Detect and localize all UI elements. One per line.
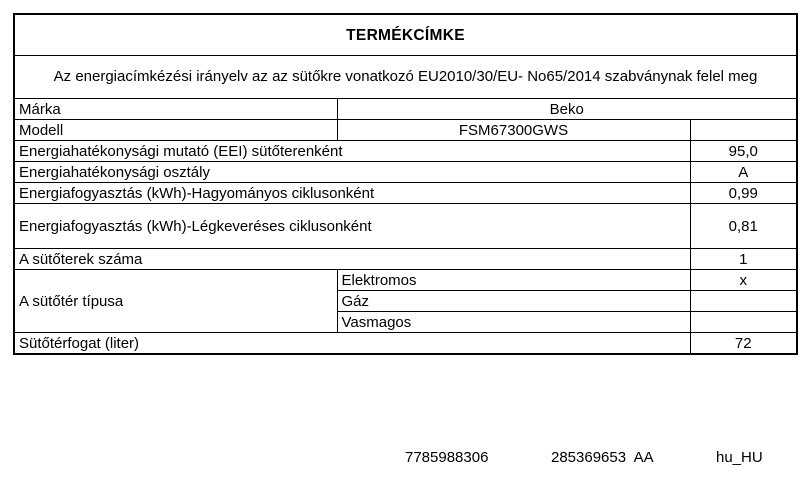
model-value: FSM67300GWS <box>337 120 690 141</box>
product-label-table <box>13 13 798 355</box>
cavity-type-mark: x <box>690 270 797 291</box>
model-label: Modell <box>14 120 337 141</box>
cavity-type-mark <box>690 312 797 333</box>
row-eei <box>14 141 797 162</box>
footer-document-code: 7785988306 <box>405 449 489 466</box>
footer-locale: hu_HU <box>716 449 763 466</box>
row-energy-class <box>14 162 797 183</box>
cavity-type-label: A sütőtér típusa <box>14 270 337 333</box>
energy-class-value: A <box>690 162 797 183</box>
footer-version-code: 285369653 AA <box>551 449 654 466</box>
cavity-type-mark <box>690 291 797 312</box>
row-volume <box>14 333 797 355</box>
eei-label: Energiahatékonysági mutató (EEI) sütőterenként <box>14 141 690 162</box>
conventional-label: Energiafogyasztás (kWh)-Hagyományos ciklusonként <box>14 183 690 204</box>
cavity-type-option: Elektromos <box>337 270 690 291</box>
eei-value: 95,0 <box>690 141 797 162</box>
model-extra <box>690 120 797 141</box>
fan-forced-label: Energiafogyasztás (kWh)-Légkeveréses ciklusonként <box>14 204 690 249</box>
directive-description: Az energiacímkézési irányelv az az sütőkre vonatkozó EU2010/30/EU- No65/2014 szabványnak felel meg <box>14 56 797 99</box>
cavity-type-option: Vasmagos <box>337 312 690 333</box>
row-cavity-type-electric <box>14 270 797 291</box>
energy-class-label: Energiahatékonysági osztály <box>14 162 690 183</box>
conventional-value: 0,99 <box>690 183 797 204</box>
volume-value: 72 <box>690 333 797 355</box>
row-model <box>14 120 797 141</box>
label-title: TERMÉKCÍMKE <box>14 14 797 56</box>
fan-forced-value: 0,81 <box>690 204 797 249</box>
brand-value: Beko <box>337 99 797 120</box>
volume-label: Sütőtérfogat (liter) <box>14 333 690 355</box>
row-conventional <box>14 183 797 204</box>
row-brand <box>14 99 797 120</box>
cavity-type-option: Gáz <box>337 291 690 312</box>
row-fan-forced <box>14 204 797 249</box>
row-cavity-count <box>14 249 797 270</box>
cavity-count-value: 1 <box>690 249 797 270</box>
cavity-count-label: A sütőterek száma <box>14 249 690 270</box>
brand-label: Márka <box>14 99 337 120</box>
